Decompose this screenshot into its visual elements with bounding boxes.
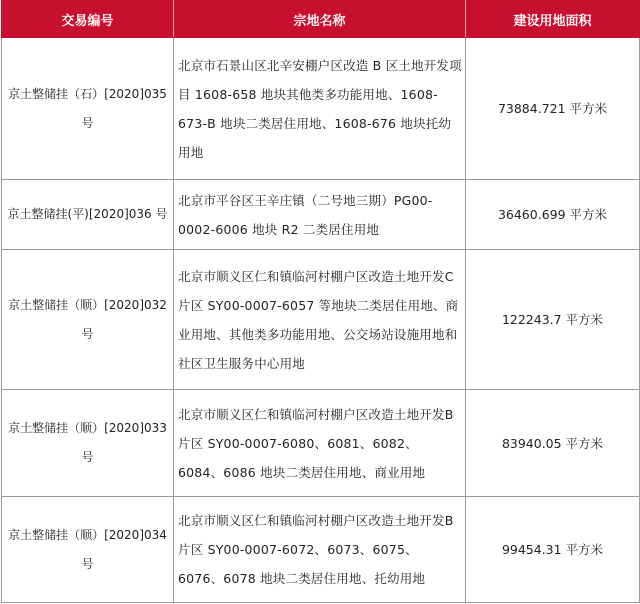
table-header-row xyxy=(2,1,640,38)
parcel-name-cell: 北京市顺义区仁和镇临河村棚户区改造土地开发B 片区 SY00-0007-6072、6073、6075、6076、6078 地块二类居住用地、托幼用地 xyxy=(174,497,466,603)
parcel-name-cell: 北京市顺义区仁和镇临河村棚户区改造土地开发B 片区 SY00-0007-6080、6081、6082、6084、6086 地块二类居住用地、商业用地 xyxy=(174,390,466,497)
area-cell: 83940.05 平方米 xyxy=(466,390,640,497)
area-cell: 99454.31 平方米 xyxy=(466,497,640,603)
parcel-name-cell: 北京市顺义区仁和镇临河村棚户区改造土地开发C 片区 SY00-0007-6057 等地块二类居住用地、商业用地、其他类多功能用地、公交场站设施用地和社区卫生服务中心用地 xyxy=(174,250,466,390)
parcel-name-cell: 北京市平谷区王辛庄镇（二号地三期）PG00-0002-6006 地块 R2 二类居住用地 xyxy=(174,180,466,250)
table-row xyxy=(2,497,640,603)
table-row xyxy=(2,250,640,390)
transaction-code-cell: 京土整储挂（石）[2020]035 号 xyxy=(2,38,174,180)
transaction-code-cell: 京土整储挂（顺）[2020]032 号 xyxy=(2,250,174,390)
land-parcel-table xyxy=(1,0,640,603)
area-cell: 73884.721 平方米 xyxy=(466,38,640,180)
table-row xyxy=(2,390,640,497)
transaction-code-cell: 京土整储挂(平)[2020]036 号 xyxy=(2,180,174,250)
table-row xyxy=(2,38,640,180)
header-parcel-name: 宗地名称 xyxy=(174,1,466,38)
transaction-code-cell: 京土整储挂（顺）[2020]033 号 xyxy=(2,390,174,497)
table-row xyxy=(2,180,640,250)
header-transaction-code: 交易编号 xyxy=(2,1,174,38)
parcel-name-cell: 北京市石景山区北辛安棚户区改造 B 区土地开发项目 1608-658 地块其他类多功能用地、1608-673-B 地块二类居住用地、1608-676 地块托幼用地 xyxy=(174,38,466,180)
transaction-code-cell: 京土整储挂（顺）[2020]034 号 xyxy=(2,497,174,603)
header-construction-area: 建设用地面积 xyxy=(466,1,640,38)
area-cell: 122243.7 平方米 xyxy=(466,250,640,390)
area-cell: 36460.699 平方米 xyxy=(466,180,640,250)
